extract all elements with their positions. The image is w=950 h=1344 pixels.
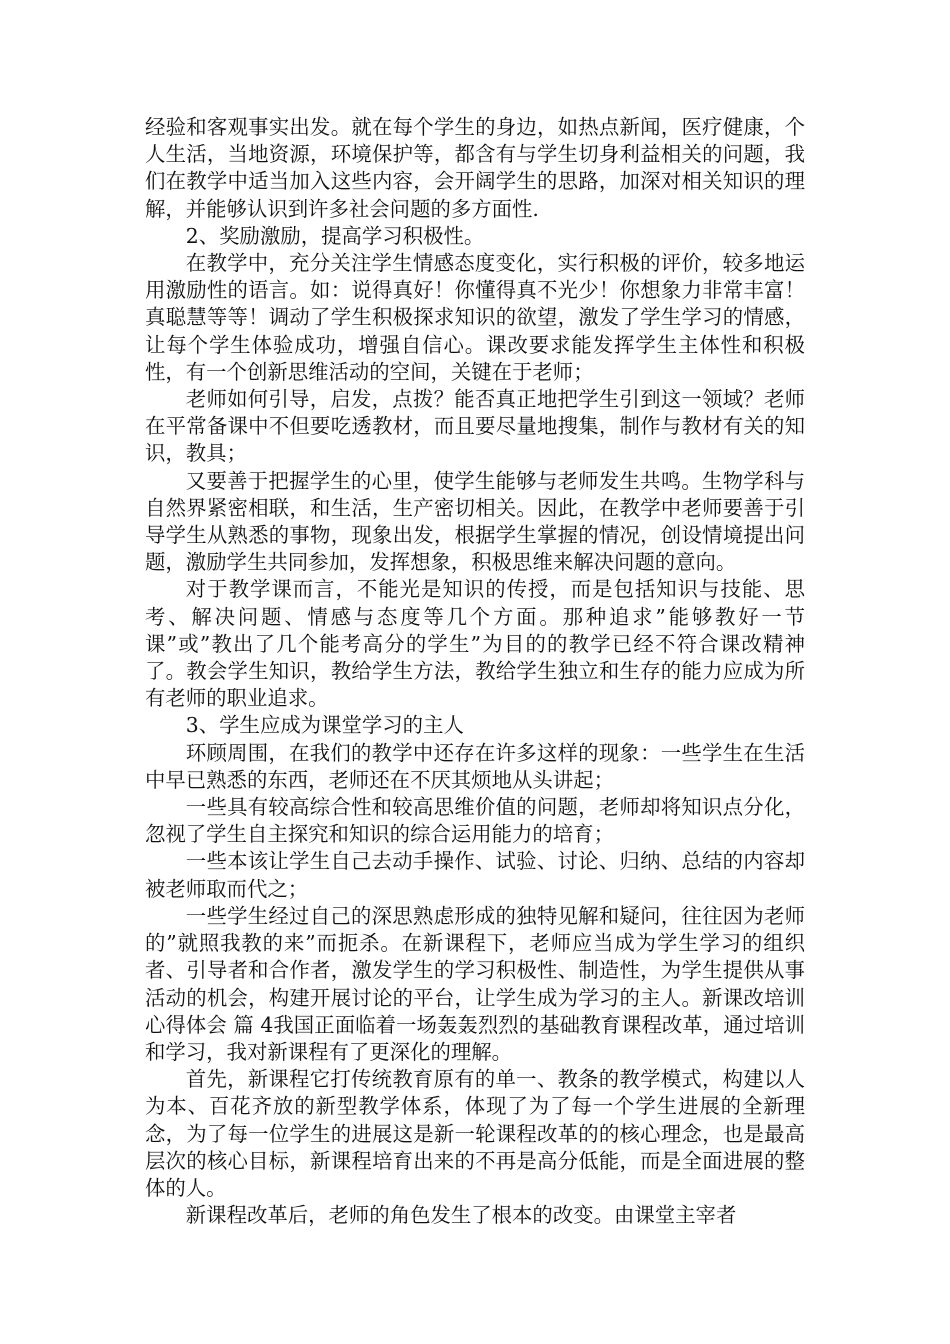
paragraph: 对于教学课而言，不能光是知识的传授，而是包括知识与技能、思考、解决问题、情感与态度等几个方面。那种追求”能够教好一节课”或”教出了几个能考高分的学生”为目的的教学已经不符合课改精神了。教会学生知识，教给学生方法，教给学生独立和生存的能力应成为所有老师的职业追求。	[145, 577, 805, 711]
section-heading: 2、奖励激励，提高学习积极性。	[185, 223, 485, 248]
paragraph: 又要善于把握学生的心里，使学生能够与老师发生共鸣。生物学科与自然界紧密相联，和生活，生产密切相关。因此，在教学中老师要善于引导学生从熟悉的事物，现象出发，根据学生掌握的情况，创设情境提出问题，激励学生共同参加，发挥想象，积极思维来解决问题的意向。	[145, 468, 805, 575]
paragraph: 一些本该让学生自己去动手操作、试验、讨论、归纳、总结的内容却被老师取而代之；	[145, 849, 805, 901]
section-heading: 3、学生应成为课堂学习的主人	[185, 713, 464, 738]
paragraph: 环顾周围，在我们的教学中还存在许多这样的现象：一些学生在生活中早已熟悉的东西，老师还在不厌其烦地从头讲起；	[145, 740, 805, 792]
paragraph: 老师如何引导，启发，点拨？能否真正地把学生引到这一领域？老师在平常备课中不但要吃透教材，而且要尽量地搜集，制作与教材有关的知识，教具；	[145, 387, 805, 466]
paragraph: 新课程改革后，老师的角色发生了根本的改变。由课堂主宰者	[185, 1203, 737, 1228]
paragraph: 首先，新课程它打传统教育原有的单一、教条的教学模式，构建以人为本、百花齐放的新型教学体系，体现了为了每一个学生进展的全新理念，为了每一位学生的进展这是新一轮课程改革的的核心理念，也是最高层次的核心目标，新课程培育出来的不再是高分低能，而是全面进展的整体的人。	[145, 1067, 805, 1200]
paragraph: 一些具有较高综合性和较高思维价值的问题，老师却将知识点分化，忽视了学生自主探究和知识的综合运用能力的培育；	[145, 795, 805, 847]
paragraph: 在教学中，充分关注学生情感态度变化，实行积极的评价，较多地运用激励性的语言。如：说得真好！你懂得真不光少！你想象力非常丰富！真聪慧等等！调动了学生积极探求知识的欲望，激发了学生学习的情感，让每个学生体验成功，增强自信心。课改要求能发挥学生主体性和积极性，有一个创新思维活动的空间，关键在于老师；	[145, 251, 805, 384]
paragraph: 一些学生经过自己的深思熟虑形成的独特见解和疑问，往往因为老师的”就照我教的来”而扼杀。在新课程下，老师应当成为学生学习的组织者、引导者和合作者，激发学生的学习积极性、制造性，为学生提供从事活动的机会，构建开展讨论的平台，让学生成为学习的主人。新课改培训心得体会 篇 4我国正面临着一场轰轰烈烈的基础教育课程改革，通过培训和学习，我对新课程有了更深化的理解。	[145, 903, 805, 1064]
paragraph: 经验和客观事实出发。就在每个学生的身边，如热点新闻，医疗健康，个人生活，当地资源，环境保护等，都含有与学生切身利益相关的问题，我们在教学中适当加入这些内容，会开阔学生的思路，加深对相关知识的理解，并能够认识到许多社会问题的多方面性.	[145, 115, 805, 221]
document-body	[145, 114, 805, 1229]
